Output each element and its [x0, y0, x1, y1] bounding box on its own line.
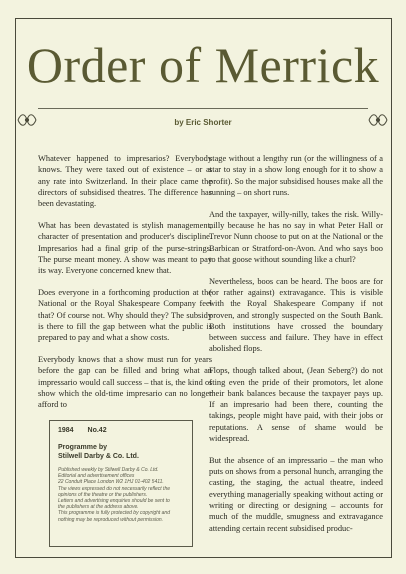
article-column-right	[209, 153, 383, 544]
issue-line	[58, 427, 184, 434]
fine-print-line: Letters and advertising enquiries should be sent to	[58, 498, 170, 505]
fine-print-line: 22 Conduit Place London W2 1HJ 01-402 5411.	[58, 479, 164, 486]
paragraph: Nevertheless, boos can be heard. The boos are for (or rather against) extravagance. This is visible with the Royal Shakespeare Company if not proven, and strongly suspected on the South Bank. Both institutions have crossed the boundary between success and failure. They have in effect abolished flops.	[209, 276, 383, 354]
article-column-left	[38, 153, 212, 421]
paragraph: Does everyone in a forthcoming production at the National or the Royal Shakespeare Company feel that? Of course not. Why should they? The subsidy is there to fill the gap between what the public is prepared to pay and what a show costs.	[38, 287, 212, 343]
fine-print-line: The views expressed do not necessarily reflect the	[58, 485, 170, 492]
publisher-info-box	[49, 420, 193, 547]
paragraph: But the absence of an impressario – the man who puts on shows from a personal hunch, arranging the casting, the staging, the actual theatre, indeed everything managerially speaking without acting or writing or directing or designing – accounts for much of the muddle, smugness and extravagance attending certain recent subsidised produc-	[209, 455, 383, 533]
title-rule	[38, 108, 368, 109]
fine-print-line: Editorial and advertisement offices	[58, 473, 135, 480]
programme-credit	[58, 443, 184, 461]
paragraph: And the taxpayer, willy-nilly, takes the risk. Willy-nilly because he has no say in what Peter Hall or Trevor Nunn choose to put on at the National or the Barbican or Stratford-on-Avon. And who says boo to that goose without sounding like a churl?	[209, 209, 383, 264]
fine-print-line: nothing may be reproduced without permission.	[58, 516, 164, 523]
publisher-name: Stilwell Darby & Co. Ltd.	[58, 453, 139, 460]
article-title: Order of Merrick	[26, 37, 380, 93]
paragraph: Everybody knows that a show must run for years before the gap can be filled and bring what an impressario would call success – that is, the kind of show which the old-time impresario can no longer afford to	[38, 354, 212, 410]
fine-print-line: This programme is fully protected by copyright and	[58, 510, 170, 517]
fine-print	[58, 467, 184, 523]
byline: by Eric Shorter	[174, 118, 232, 127]
fine-print-line: opinions of the theatre or the publishers.	[58, 491, 148, 498]
issue-year: 1984	[58, 427, 74, 434]
fine-print-line: Published weekly by Stilwell Darby & Co. Ltd.	[58, 467, 159, 473]
paragraph: stage without a lengthy run (or the willingness of a star to stay in a show long enough for it to show a profit). So the major subsidised houses make all the running – on short runs.	[209, 154, 383, 197]
fine-print-line: the publishers at the address above.	[58, 504, 139, 511]
paragraph: What has been devastated is stylish management, character of presentation and producer's discipline. Impresarios had a final grip of the purse-strings. The purse meant money. A show was meant to pay its way. Everyone concerned knew that.	[38, 220, 212, 276]
paragraph: Flops, though talked about, (Jean Seberg?) do not sting even the pride of their promotors, let alone their bank balances because the taxpayer pays up. If an impresario had been there, counting the takings, people might have paid, with their jobs or reputations. A sense of shame would be widespread.	[209, 366, 383, 444]
issue-number: No.42	[87, 427, 107, 434]
paragraph: Whatever happened to impresarios? Everybody knows. They were taxed out of existence – or at any rate into Switzerland. In their place came the directors of subsidised theatres. The difference has been devastating.	[38, 154, 212, 209]
programme-credit-line: Programme by	[58, 444, 108, 451]
